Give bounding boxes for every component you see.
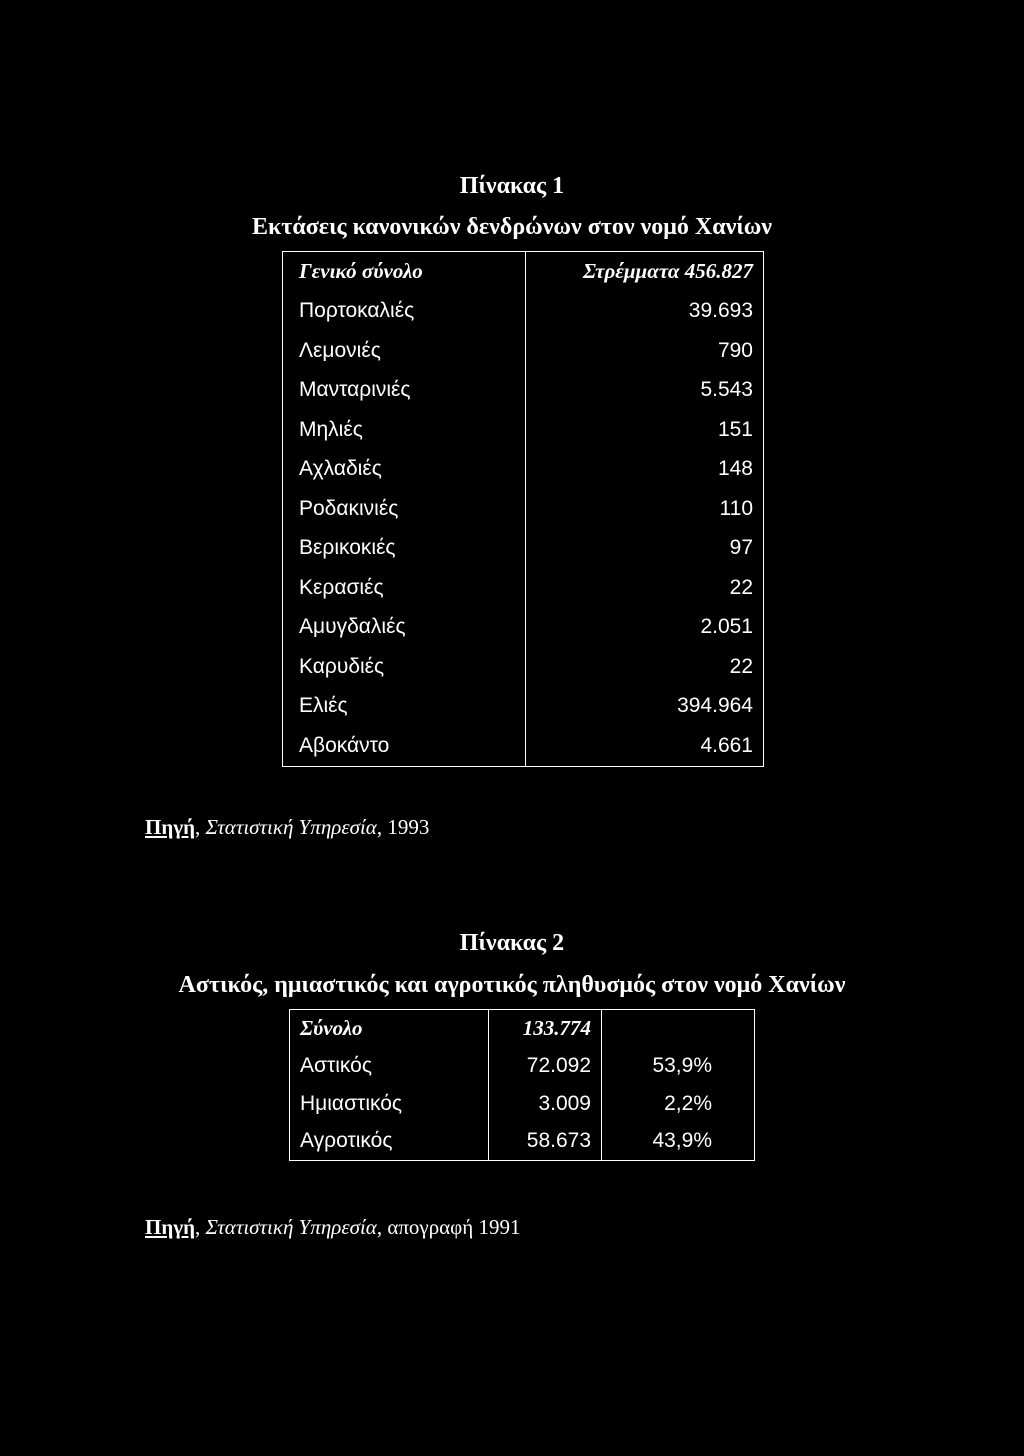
table2-title: Αστικός, ημιαστικός και αγροτικός πληθυσμός στον νομό Χανίων <box>178 972 846 998</box>
table2-header-name: Σύνολο <box>290 1010 489 1048</box>
table1 <box>282 251 764 767</box>
table-row <box>283 292 764 332</box>
table2-header-percent <box>602 1010 755 1048</box>
row-name: Αβοκάντο <box>283 726 526 766</box>
row-name: Ελιές <box>283 687 526 727</box>
table1-label: Πίνακας 1 <box>459 173 565 199</box>
table2-source <box>145 1214 521 1240</box>
row-name: Κερασιές <box>283 568 526 608</box>
table-row <box>283 489 764 529</box>
row-name: Μηλιές <box>283 410 526 450</box>
row-name: Αγροτικός <box>290 1123 489 1161</box>
row-name: Αμυγδαλιές <box>283 608 526 648</box>
row-value: 148 <box>526 450 764 490</box>
table-row <box>283 608 764 648</box>
row-value: 22 <box>526 647 764 687</box>
row-value: 39.693 <box>526 292 764 332</box>
row-name: Αστικός <box>290 1048 489 1086</box>
table-row <box>283 331 764 371</box>
table-row <box>290 1048 755 1086</box>
row-value: 394.964 <box>526 687 764 727</box>
row-value: 58.673 <box>489 1123 602 1161</box>
source-separator: , <box>195 815 206 839</box>
row-value: 97 <box>526 529 764 569</box>
row-value: 151 <box>526 410 764 450</box>
row-percent: 53,9% <box>602 1048 755 1086</box>
source-suffix: , 1993 <box>376 815 430 839</box>
table2-label: Πίνακας 2 <box>459 930 565 956</box>
row-name: Αχλαδιές <box>283 450 526 490</box>
table-row <box>283 371 764 411</box>
table1-header-value: Στρέμματα 456.827 <box>526 252 764 292</box>
row-percent: 43,9% <box>602 1123 755 1161</box>
source-suffix: , απογραφή 1991 <box>376 1215 521 1239</box>
row-percent: 2,2% <box>602 1085 755 1123</box>
row-name: Βερικοκιές <box>283 529 526 569</box>
row-name: Πορτοκαλιές <box>283 292 526 332</box>
table-row <box>283 568 764 608</box>
row-value: 3.009 <box>489 1085 602 1123</box>
source-text: Στατιστική Υπηρεσία <box>205 815 377 839</box>
table-row <box>283 529 764 569</box>
row-name: Ροδακινιές <box>283 489 526 529</box>
table1-title: Εκτάσεις κανονικών δενδρώνων στον νομό Χανίων <box>251 214 773 240</box>
table-row <box>283 410 764 450</box>
source-separator: , <box>195 1215 206 1239</box>
row-value: 2.051 <box>526 608 764 648</box>
table-row <box>283 450 764 490</box>
row-name: Μανταρινιές <box>283 371 526 411</box>
row-value: 4.661 <box>526 726 764 766</box>
row-name: Καρυδιές <box>283 647 526 687</box>
row-value: 72.092 <box>489 1048 602 1086</box>
table2-header-row <box>290 1010 755 1048</box>
table-row <box>290 1123 755 1161</box>
source-label: Πηγή <box>145 1215 196 1239</box>
table-row <box>283 726 764 766</box>
row-value: 110 <box>526 489 764 529</box>
row-name: Λεμονιές <box>283 331 526 371</box>
table-row <box>283 687 764 727</box>
table1-header-name: Γενικό σύνολο <box>283 252 526 292</box>
row-value: 790 <box>526 331 764 371</box>
row-value: 5.543 <box>526 371 764 411</box>
row-value: 22 <box>526 568 764 608</box>
table2 <box>289 1009 755 1161</box>
source-label: Πηγή <box>145 815 196 839</box>
table2-header-value: 133.774 <box>489 1010 602 1048</box>
row-name: Ημιαστικός <box>290 1085 489 1123</box>
table1-header-row <box>283 252 764 292</box>
table-row <box>283 647 764 687</box>
source-text: Στατιστική Υπηρεσία <box>205 1215 377 1239</box>
table1-source <box>145 814 429 840</box>
table-row <box>290 1085 755 1123</box>
